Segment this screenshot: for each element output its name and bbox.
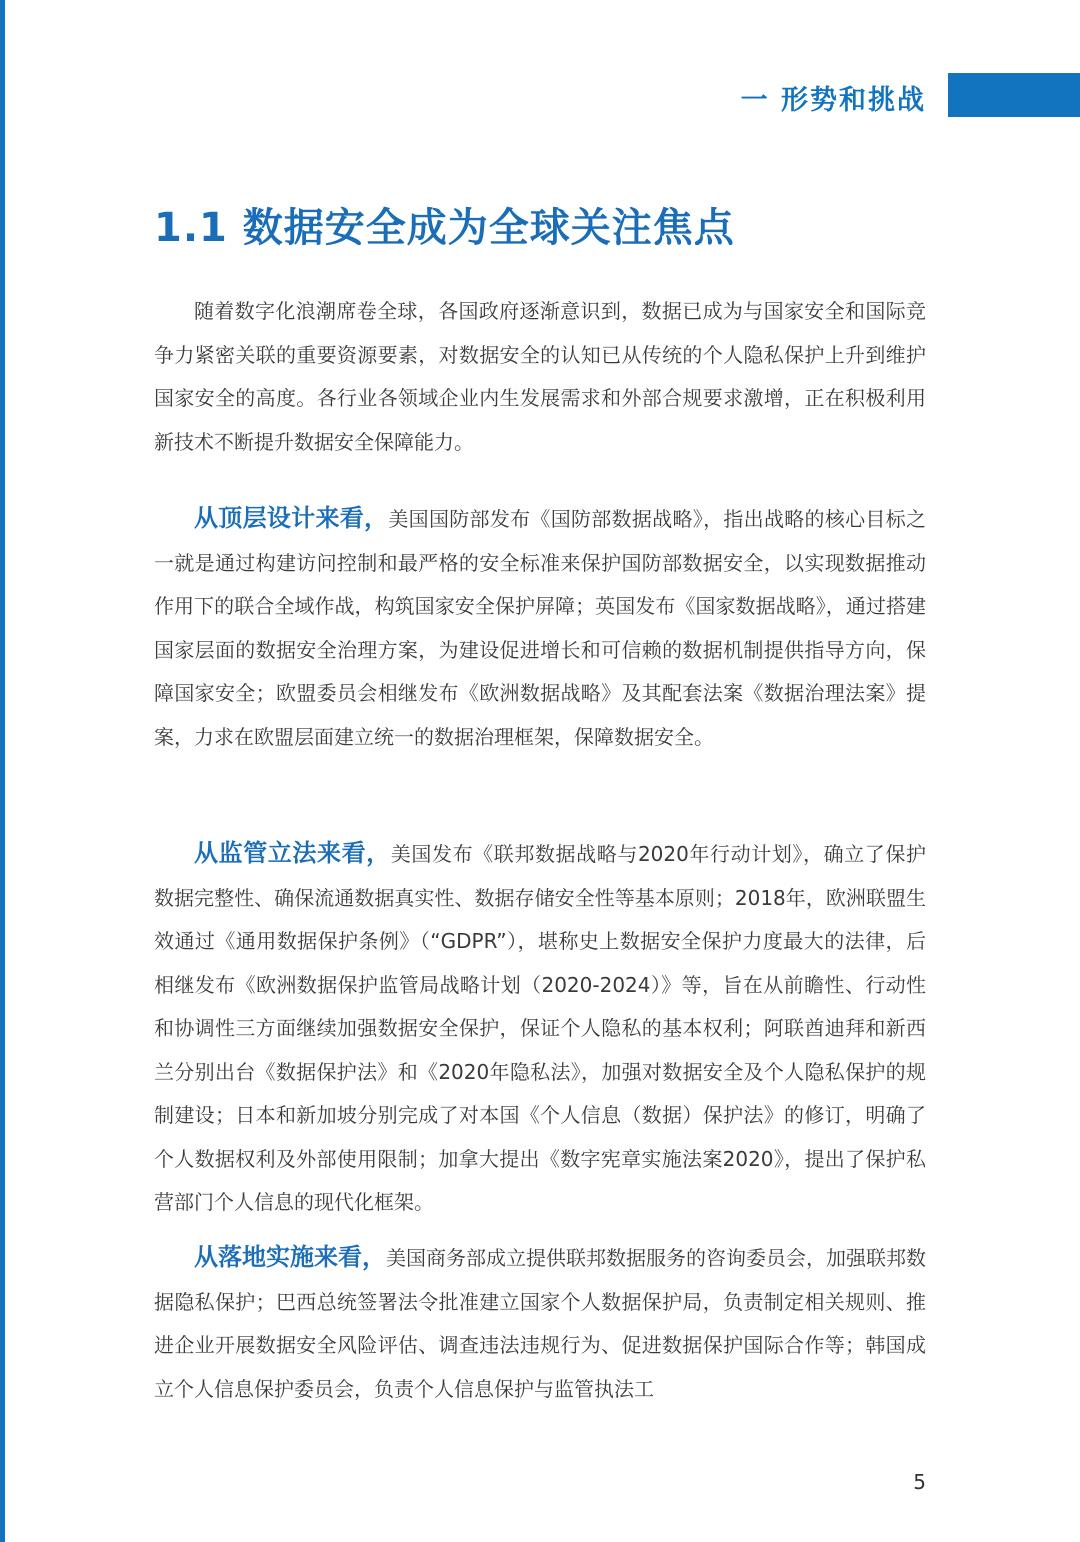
chapter-header: 一 形势和挑战 [740,85,926,116]
section-title: 1.1 数据安全成为全球关注焦点 [154,205,735,251]
paragraph-text: 随着数字化浪潮席卷全球，各国政府逐渐意识到，数据已成为与国家安全和国际竞争力紧密关联的重要资源要素，对数据安全的认知已从传统的个人隐私保护上升到维护国家安全的高度。各行业各领域企业内生发展需求和外部合规要求激增，正在积极利用新技术不断提升数据安全保障能力。 [154,299,926,454]
paragraph-lead: 从落地实施来看， [194,1243,386,1271]
paragraph-implementation [154,1236,926,1411]
paragraph-lead: 从顶层设计来看， [194,504,389,532]
paragraph-text: 美国发布《联邦数据战略与2020年行动计划》，确立了保护数据完整性、确保流通数据真实性、数据存储安全性等基本原则；2018年，欧洲联盟生效通过《通用数据保护条例》（“GDPR”），堪称史上数据安全保护力度最大的法律，后相继发布《欧洲数据保护监管局战略计划（2020-2024）》等，旨在从前瞻性、行动性和协调性三方面继续加强数据安全保护，保证个人隐私的基本权利；阿联酋迪拜和新西兰分别出台《数据保护法》和《2020年隐私法》，加强对数据安全及个人隐私保护的规制建设；日本和新加坡分别完成了对本国《个人信息（数据）保护法》的修订，明确了个人数据权利及外部使用限制；加拿大提出《数字宪章实施法案2020》，提出了保护私营部门个人信息的现代化框架。 [154,842,926,1214]
paragraph-intro [154,290,926,464]
paragraph-text: 美国国防部发布《国防部数据战略》，指出战略的核心目标之一就是通过构建访问控制和最严格的安全标准来保护国防部数据安全，以实现数据推动作用下的联合全域作战，构筑国家安全保护屏障；英国发布《国家数据战略》，通过搭建国家层面的数据安全治理方案，为建设促进增长和可信赖的数据机制提供指导方向，保障国家安全；欧盟委员会相继发布《欧洲数据战略》及其配套法案《数据治理法案》提案，力求在欧盟层面建立统一的数据治理框架，保障数据安全。 [154,507,927,749]
page-number: 5 [913,1470,926,1494]
paragraph-lead: 从监管立法来看， [194,839,391,867]
left-accent-rule [0,0,5,1542]
chapter-accent-bar [948,73,1080,117]
paragraph-text: 美国商务部成立提供联邦数据服务的咨询委员会，加强联邦数据隐私保护；巴西总统签署法令批准建立国家个人数据保护局，负责制定相关规则、推进企业开展数据安全风险评估、调查违法违规行为、促进数据保护国际合作等；韩国成立个人信息保护委员会，负责个人信息保护与监管执法工 [154,1246,926,1401]
paragraph-top-level-design [154,497,926,759]
paragraph-regulation [154,832,926,1225]
